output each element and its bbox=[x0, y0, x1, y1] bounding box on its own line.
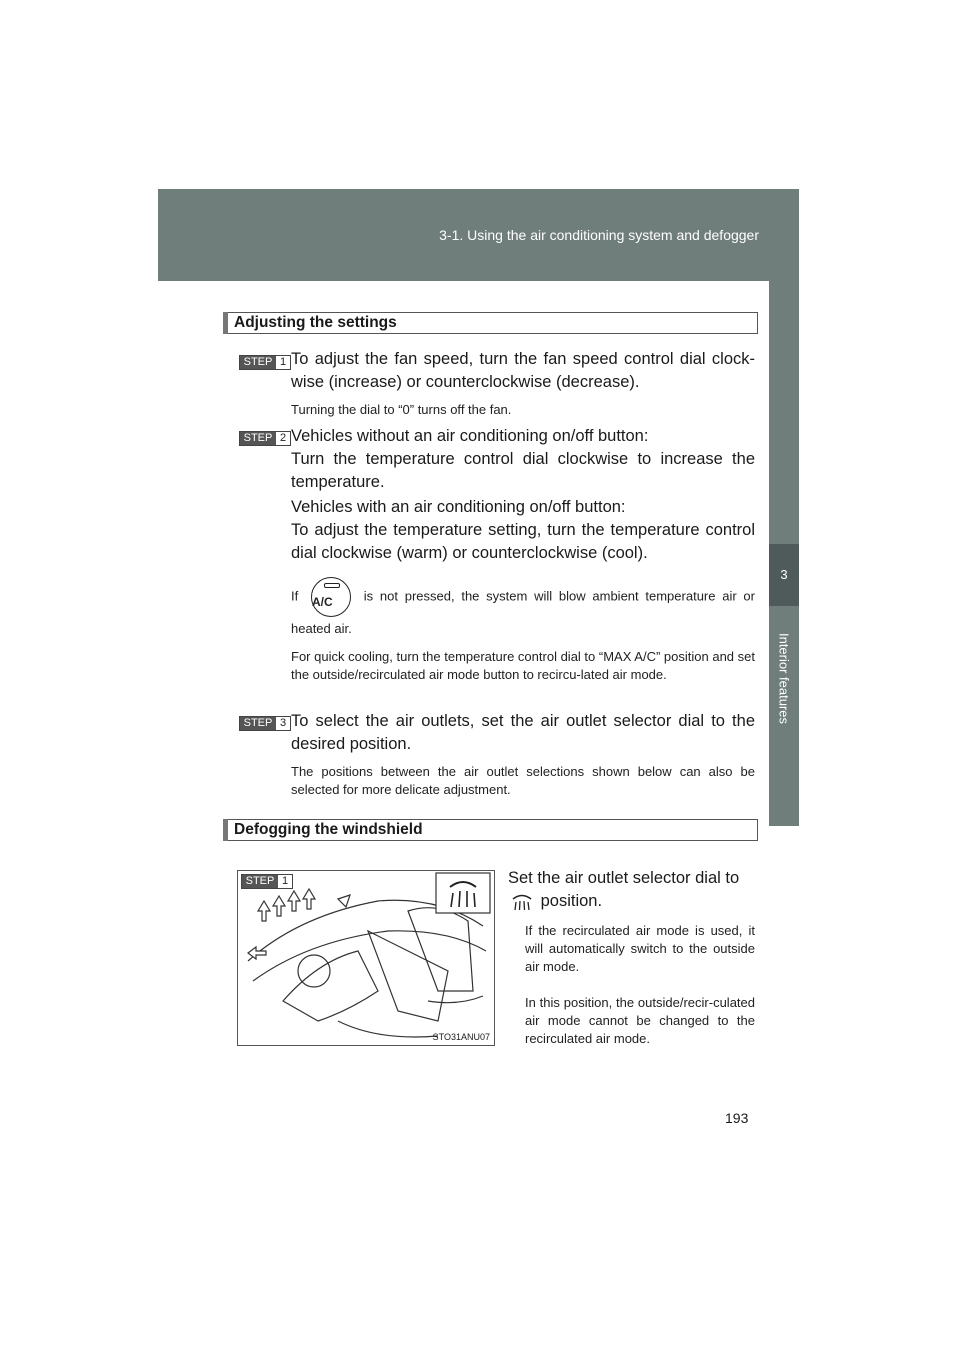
car-interior-drawing bbox=[238, 871, 494, 1045]
defog-step-text bbox=[508, 867, 755, 913]
defog-illustration bbox=[237, 870, 495, 1046]
step-badge-1 bbox=[239, 355, 291, 370]
step-number: 1 bbox=[278, 875, 292, 888]
step2-line4: To adjust the temperature setting, turn the temperature control dial clockwise (warm) or counterclockwise (cool). bbox=[291, 521, 755, 562]
step2-line2: Turn the temperature control dial clockwise to increase the temperature. bbox=[291, 450, 755, 491]
section-title-adjusting: Adjusting the settings bbox=[223, 312, 758, 334]
defog-text-a: Set the air outlet selector dial to bbox=[508, 869, 740, 887]
step-badge-2 bbox=[239, 431, 291, 446]
step3-note: The positions between the air outlet selections shown below can also be selected for more delicate adjustment. bbox=[291, 764, 755, 797]
step-number: 3 bbox=[276, 717, 290, 730]
note-text: is not pressed, the system will blow ambient temperature air or heated air. bbox=[291, 588, 755, 636]
step2-line3: Vehicles with an air conditioning on/off button: bbox=[291, 498, 626, 516]
defog-note2: In this position, the outside/recir-culated air mode cannot be changed to the recirculated air mode. bbox=[525, 995, 755, 1046]
defog-text-b: position. bbox=[540, 892, 603, 910]
header-title: 3-1. Using the air conditioning system and defogger bbox=[439, 227, 759, 243]
step-badge-3 bbox=[239, 716, 291, 731]
step-label: STEP bbox=[242, 875, 278, 888]
chapter-number: 3 bbox=[769, 544, 799, 606]
step1-note: Turning the dial to “0” turns off the fan. bbox=[291, 402, 512, 417]
ac-button-icon bbox=[311, 577, 351, 617]
step-number: 2 bbox=[276, 432, 290, 445]
section-title-defogging: Defogging the windshield bbox=[223, 819, 758, 841]
defog-note1: If the recirculated air mode is used, it will automatically switch to the outside air mode. bbox=[525, 923, 755, 974]
step2-note2: For quick cooling, turn the temperature control dial to “MAX A/C” position and set the outside/recirculated air mode button to recircu-lated air mode. bbox=[291, 649, 755, 682]
ac-button-label: A/C bbox=[312, 595, 333, 609]
chapter-label: Interior features bbox=[776, 632, 792, 725]
chapter-side-tab bbox=[769, 281, 799, 826]
note-text: If bbox=[291, 588, 299, 604]
step-label: STEP bbox=[240, 356, 276, 369]
step2-note1 bbox=[291, 577, 755, 641]
step-label: STEP bbox=[240, 432, 276, 445]
illustration-code: STO31ANU07 bbox=[432, 1032, 490, 1042]
step2-line1: Vehicles without an air conditioning on/off button: bbox=[291, 427, 649, 445]
step-number: 1 bbox=[276, 356, 290, 369]
defroster-icon bbox=[510, 893, 534, 911]
page-number: 193 bbox=[725, 1110, 749, 1126]
step-label: STEP bbox=[240, 717, 276, 730]
step3-text: To select the air outlets, set the air outlet selector dial to the desired position. bbox=[291, 712, 755, 753]
step1-text: To adjust the fan speed, turn the fan speed control dial clock-wise (increase) or counterclockwise (decrease). bbox=[291, 350, 755, 391]
header-band bbox=[158, 189, 799, 281]
defroster-icon-box bbox=[436, 873, 490, 913]
